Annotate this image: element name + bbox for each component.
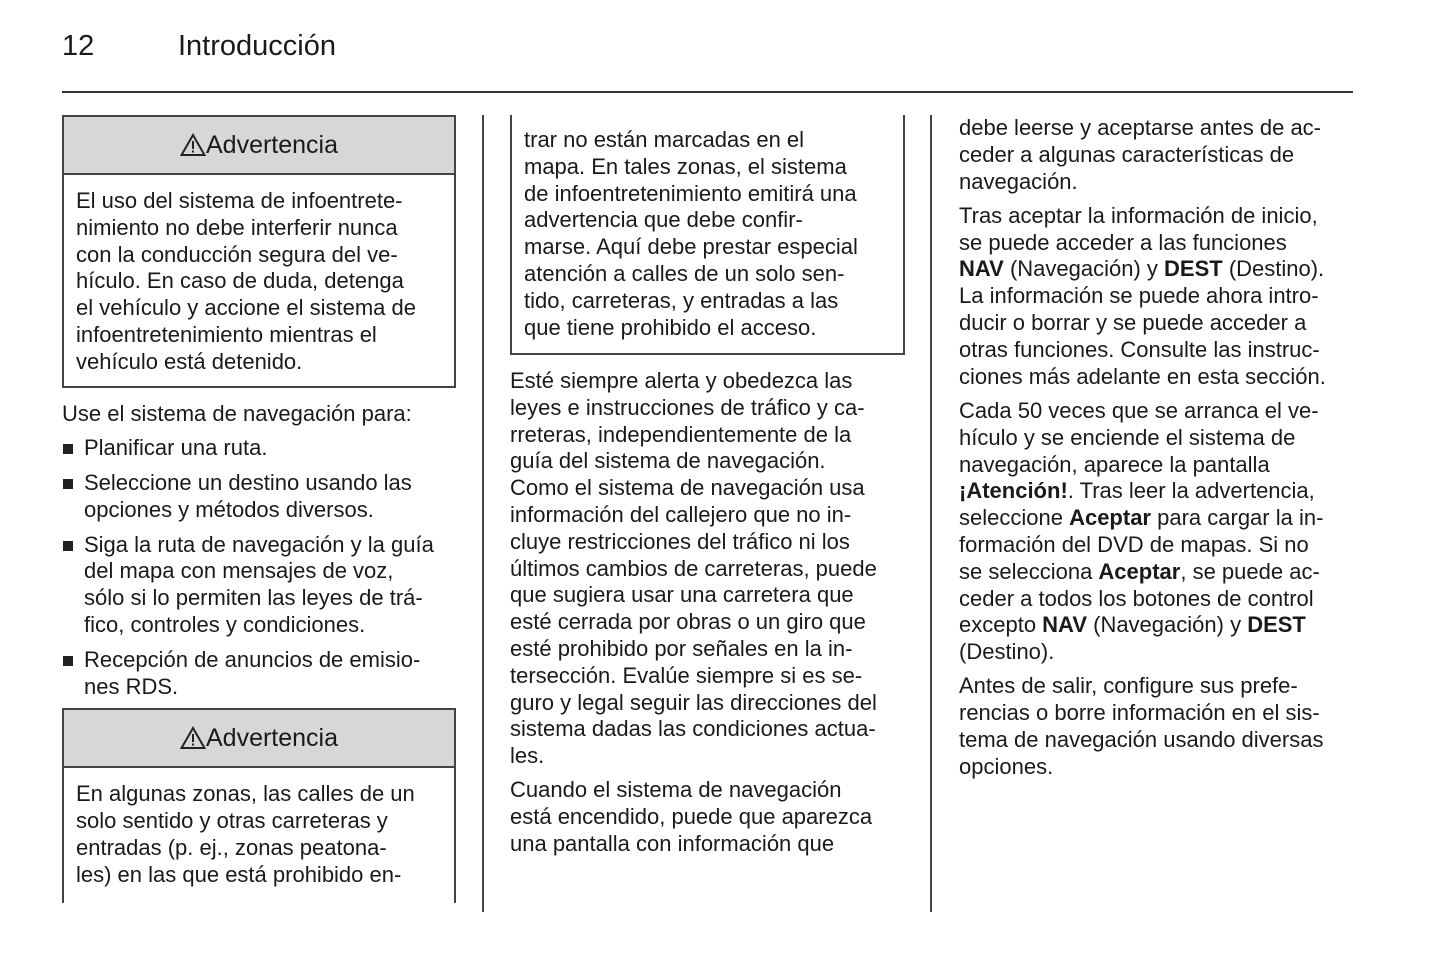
column-2 xyxy=(510,115,905,865)
column-1 xyxy=(62,115,456,903)
bold-term: ¡Atención! xyxy=(959,478,1068,504)
bold-term: DEST xyxy=(1164,256,1223,282)
bullet-list xyxy=(62,435,456,700)
column-3 xyxy=(959,115,1354,788)
text-line: de infoentretenimiento emitirá una xyxy=(524,180,857,206)
header-rule xyxy=(62,91,1353,93)
text-line: sistema dadas las condiciones actua- xyxy=(510,716,876,742)
paragraph xyxy=(510,368,905,770)
list-item xyxy=(62,647,456,701)
text-line: hículo. En caso de duda, detenga xyxy=(76,268,404,294)
text-line: se puede acceder a las funciones xyxy=(959,229,1287,255)
text-line: una pantalla con información que xyxy=(510,831,835,857)
warning-header xyxy=(64,117,454,175)
text-line: excepto NAV (Navegación) y DEST xyxy=(959,612,1306,638)
column-divider xyxy=(930,115,932,912)
warning-triangle-icon xyxy=(180,726,206,750)
intro-text: Use el sistema de navegación para: xyxy=(62,401,412,426)
text-line: (Destino). xyxy=(959,639,1055,665)
text-line: fico, controles y condiciones. xyxy=(84,612,366,638)
text-line: solo sentido y otras carreteras y xyxy=(76,808,388,834)
text-line: ceder a todos los botones de control xyxy=(959,585,1314,611)
text-line: tido, carreteras, y entradas a las xyxy=(524,287,839,313)
text-line: marse. Aquí debe prestar especial xyxy=(524,234,858,260)
list-item xyxy=(62,532,456,639)
text-line: nes RDS. xyxy=(84,673,179,699)
text-line: ceder a algunas características de xyxy=(959,141,1295,167)
text-line: sólo si lo permiten las leyes de trá- xyxy=(84,585,423,611)
text-line: información del callejero que no in- xyxy=(510,501,852,527)
text-line: advertencia que debe confir- xyxy=(524,207,803,233)
text-line: Seleccione un destino usando las xyxy=(84,470,412,496)
bullet-square-icon xyxy=(63,541,73,551)
text-line: mapa. En tales zonas, el sistema xyxy=(524,153,847,179)
text-line: rreteras, independientemente de la xyxy=(510,421,852,447)
warning-title: Advertencia xyxy=(205,130,339,159)
text-line: guro y legal seguir las direcciones del xyxy=(510,689,877,715)
text-line: Esté siempre alerta y obedezca las xyxy=(510,368,853,393)
text-line: atención a calles de un solo sen- xyxy=(524,260,845,286)
bullet-square-icon xyxy=(63,656,73,666)
text-line: vehículo está detenido. xyxy=(76,348,303,374)
text-line: tema de navegación usando diversas xyxy=(959,727,1324,753)
warning-triangle-icon xyxy=(180,133,206,157)
bold-term: NAV xyxy=(959,256,1004,282)
paragraph xyxy=(510,777,905,857)
text-line: Antes de salir, configure sus prefe- xyxy=(959,673,1298,699)
text-line: se selecciona Aceptar, se puede ac- xyxy=(959,558,1320,584)
warning-title: Advertencia xyxy=(205,724,339,753)
text-line: leyes e instrucciones de tráfico y ca- xyxy=(510,394,865,420)
bullet-square-icon xyxy=(63,479,73,489)
text-line: esté prohibido por señales en la in- xyxy=(510,635,853,661)
text-line: ducir o borrar y se puede acceder a xyxy=(959,310,1307,336)
text-line: navegación, aparece la pantalla xyxy=(959,451,1270,477)
text-line: opciones y métodos diversos. xyxy=(84,496,374,522)
text-line: nimiento no debe interferir nunca xyxy=(76,214,398,240)
bold-term: Aceptar xyxy=(1098,558,1181,584)
text-line: debe leerse y aceptarse antes de ac- xyxy=(959,115,1322,140)
text-line: que sugiera usar una carretera que xyxy=(510,582,854,608)
text-line: El uso del sistema de infoentrete- xyxy=(76,188,403,213)
text-line: En algunas zonas, las calles de un xyxy=(76,781,415,807)
paragraph xyxy=(959,115,1354,195)
text-line: últimos cambios de carreteras, puede xyxy=(510,555,877,581)
bold-term: DEST xyxy=(1247,612,1306,638)
text-line: está encendido, puede que aparezca xyxy=(510,804,873,830)
warning-box xyxy=(62,708,456,903)
text-line: NAV (Navegación) y DEST (Destino). xyxy=(959,256,1325,282)
paragraph xyxy=(959,203,1354,391)
text-line: Cada 50 veces que se arranca el ve- xyxy=(959,397,1319,423)
text-line: seleccione Aceptar para cargar la in- xyxy=(959,505,1324,531)
column-divider xyxy=(482,115,484,912)
text-line: trar no están marcadas en el xyxy=(524,127,805,152)
page-number: 12 xyxy=(62,30,95,62)
page-title: Introducción xyxy=(178,30,336,62)
text-line: el vehículo y accione el sistema de xyxy=(76,295,416,321)
text-line: infoentretenimiento mientras el xyxy=(76,321,377,347)
text-line: Siga la ruta de navegación y la guía xyxy=(84,531,434,557)
bold-term: NAV xyxy=(1042,612,1087,638)
text-line: otras funciones. Consulte las instruc- xyxy=(959,336,1320,362)
text-line: cluye restricciones del tráfico ni los xyxy=(510,528,850,554)
body-text xyxy=(510,368,905,858)
bold-term: Aceptar xyxy=(1069,505,1151,531)
text-line: les) en las que está prohibido en- xyxy=(76,861,402,887)
warning-box xyxy=(62,115,456,388)
text-line: Como el sistema de navegación usa xyxy=(510,475,865,501)
text-line: ciones más adelante en esta sección. xyxy=(959,363,1326,389)
list-item xyxy=(62,435,456,462)
text-line: del mapa con mensajes de voz, xyxy=(84,558,394,584)
text-line: esté cerrada por obras o un giro que xyxy=(510,609,866,635)
warning-box-continued xyxy=(510,115,905,355)
text-line: Planificar una ruta. xyxy=(84,435,268,461)
paragraph xyxy=(959,673,1354,780)
text-line: guía del sistema de navegación. xyxy=(510,448,826,474)
text-line: tersección. Evalúe siempre si es se- xyxy=(510,662,863,688)
text-line: ¡Atención!. Tras leer la advertencia, xyxy=(959,478,1315,504)
text-line: entradas (p. ej., zonas peatona- xyxy=(76,835,387,861)
list-item xyxy=(62,470,456,524)
warning-text xyxy=(64,768,454,900)
body-text xyxy=(959,115,1354,781)
text-line: Cuando el sistema de navegación xyxy=(510,777,842,803)
text-line: con la conducción segura del ve- xyxy=(76,241,398,267)
warning-text xyxy=(64,175,454,388)
text-line: Recepción de anuncios de emisio- xyxy=(84,646,421,672)
text-line: opciones. xyxy=(959,753,1054,779)
paragraph xyxy=(959,398,1354,666)
bullet-square-icon xyxy=(63,444,73,454)
text-line: que tiene prohibido el acceso. xyxy=(524,314,817,340)
text-line: formación del DVD de mapas. Si no xyxy=(959,531,1309,557)
text-line: navegación. xyxy=(959,168,1078,194)
text-line: Tras aceptar la información de inicio, xyxy=(959,202,1318,228)
text-line: les. xyxy=(510,743,545,769)
text-line: hículo y se enciende el sistema de xyxy=(959,424,1296,450)
text-line: La información se puede ahora intro- xyxy=(959,283,1319,309)
warning-header xyxy=(64,710,454,768)
text-line: rencias o borre información en el sis- xyxy=(959,700,1320,726)
